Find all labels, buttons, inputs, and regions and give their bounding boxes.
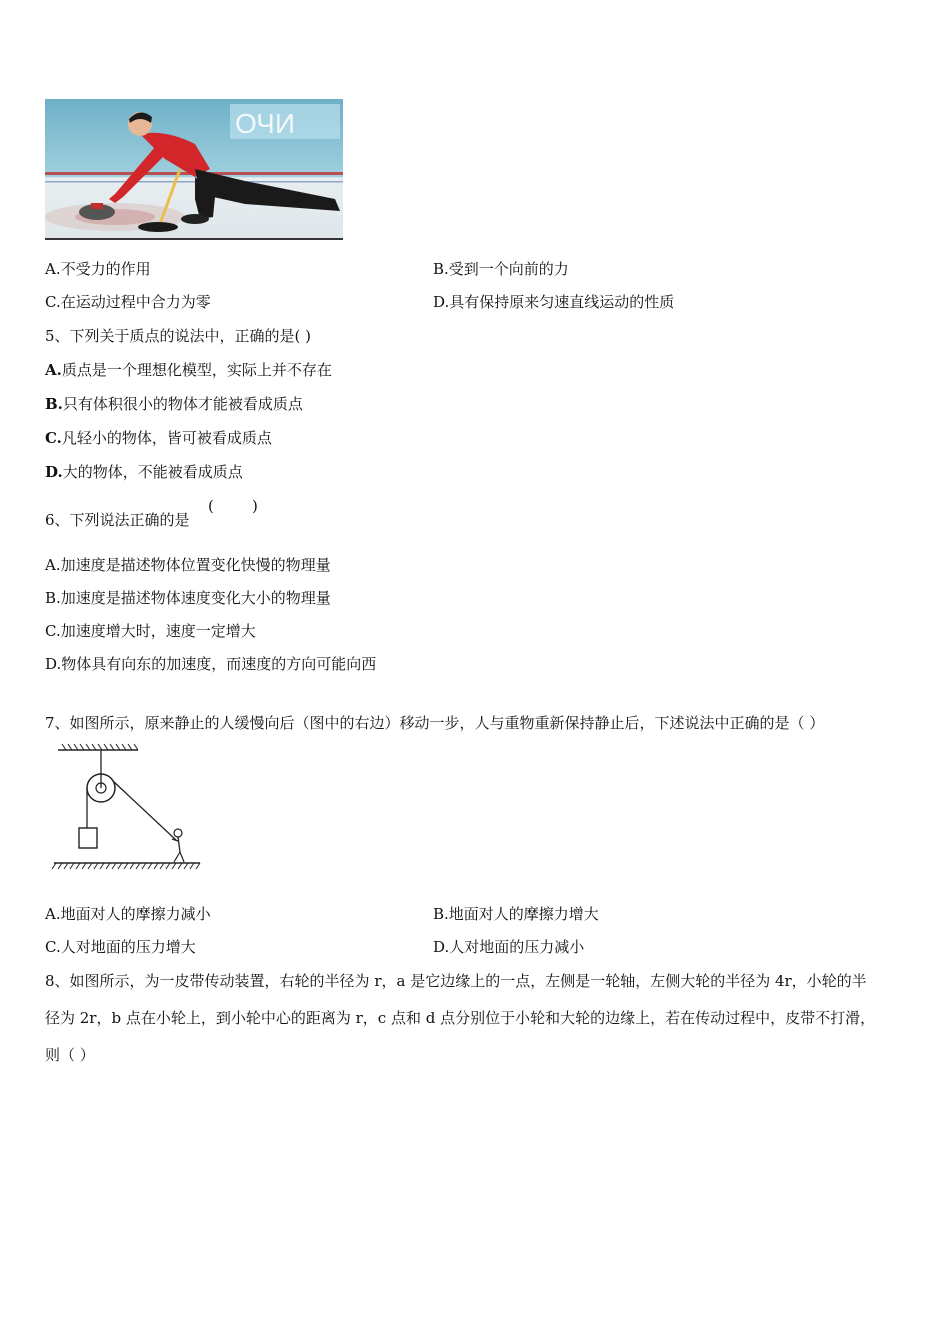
q5-option-b: B.只有体积很小的物体才能被看成质点	[45, 395, 303, 413]
q5-option-d: D.大的物体，不能被看成质点	[45, 463, 243, 481]
q5-option-a: A.质点是一个理想化模型，实际上并不存在	[45, 361, 332, 379]
pulley-diagram	[50, 742, 205, 874]
curling-athlete-photo	[45, 99, 343, 240]
q7-option-b: B.地面对人的摩擦力增大	[433, 905, 599, 923]
q6-answer-paren: ( )	[208, 497, 258, 515]
q7-option-d: D.人对地面的压力减小	[433, 938, 585, 956]
q6-option-b: B.加速度是描述物体速度变化大小的物理量	[45, 589, 331, 607]
q6-stem: 6、下列说法正确的是	[45, 511, 190, 529]
q5-stem: 5、下列关于质点的说法中，正确的是( )	[45, 327, 312, 345]
q7-stem: 7、如图所示，原来静止的人缓慢向后（图中的右边）移动一步，人与重物重新保持静止后，下述说法中正确的是（ ）	[45, 714, 825, 732]
q6-option-d: D.物体具有向东的加速度，而速度的方向可能向西	[45, 655, 377, 673]
q4-option-a: A.不受力的作用	[45, 260, 151, 278]
q4-option-c: C.在运动过程中合力为零	[45, 293, 211, 311]
q5-option-c: C.凡轻小的物体，皆可被看成质点	[45, 429, 272, 447]
q7-option-a: A.地面对人的摩擦力减小	[45, 905, 211, 923]
svg-text:ОЧИ: ОЧИ	[235, 108, 295, 139]
q8-stem-line2: 径为 2r，b 点在小轮上，到小轮中心的距离为 r，c 点和 d 点分别位于小轮和大轮的边缘上，若在传动过程中，皮带不打滑，	[45, 1009, 876, 1027]
q6-option-c: C.加速度增大时，速度一定增大	[45, 622, 256, 640]
q8-stem-line3: 则（ ）	[45, 1046, 95, 1064]
q7-option-c: C.人对地面的压力增大	[45, 938, 196, 956]
q4-option-b: B.受到一个向前的力	[433, 260, 569, 278]
q8-stem-line1: 8、如图所示，为一皮带传动装置，右轮的半径为 r，a 是它边缘上的一点，左侧是一轮轴，左侧大轮的半径为 4r，小轮的半	[45, 972, 867, 990]
q6-option-a: A.加速度是描述物体位置变化快慢的物理量	[45, 556, 331, 574]
q4-option-d: D.具有保持原来匀速直线运动的性质	[433, 293, 675, 311]
